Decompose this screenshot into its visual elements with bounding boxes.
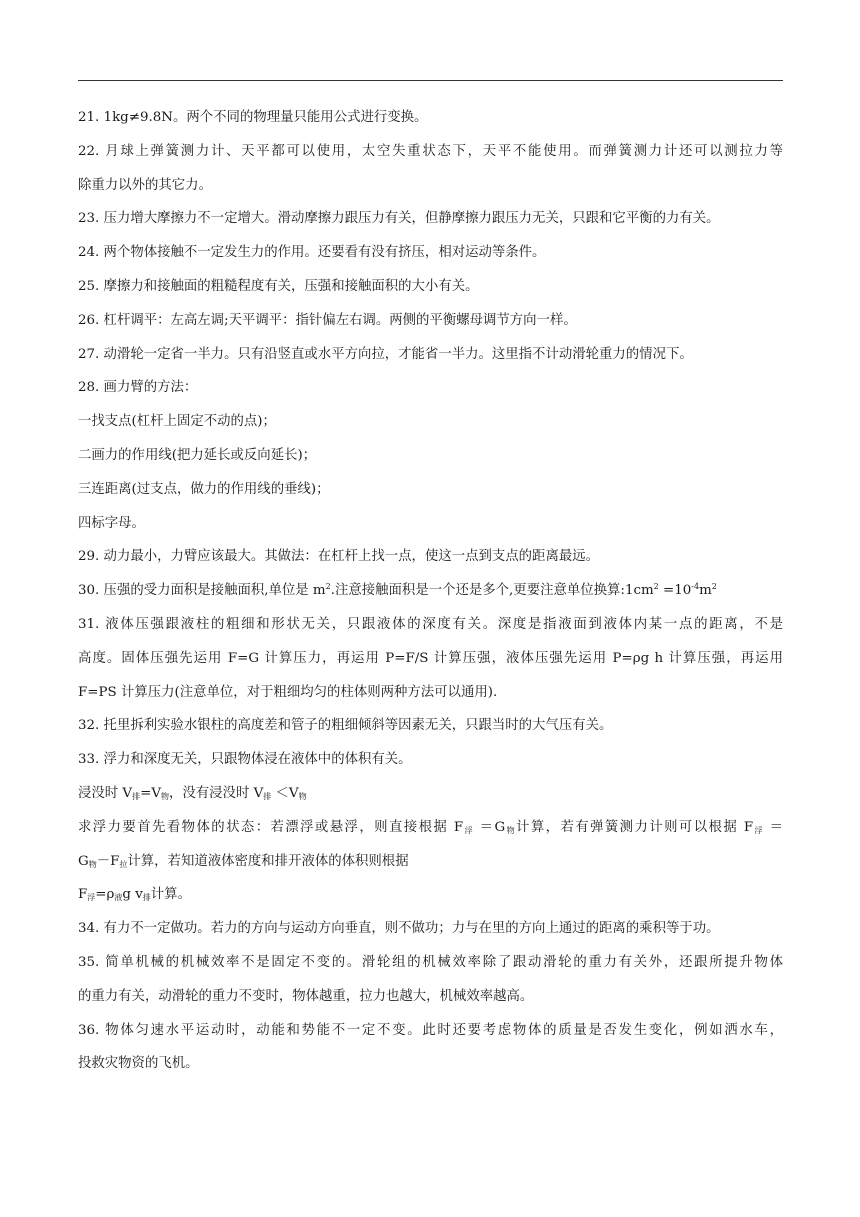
paragraph-31-line2: 高度。固体压强先运用 F=G 计算压力，再运用 P=F/S 计算压强，液体压强先运用 P=ρg h 计算压强，再运用	[78, 650, 783, 666]
paragraph-33: 33. 浮力和深度无关，只跟物体浸在液体中的体积有关。	[78, 752, 412, 768]
p33d-sub-1: 物	[88, 859, 97, 869]
paragraph-33-formula	[78, 878, 783, 912]
paragraph-27: 27. 动滑轮一定省一半力。只有沿竖直或水平方向拉，才能省一半力。这里指不计动滑轮重力的情况下。	[78, 346, 693, 362]
p30-sup-2: 2	[653, 582, 659, 592]
p33e-sub-2: 液	[114, 893, 123, 903]
paragraph-23: 23. 压力增大摩擦力不一定增大。滑动摩擦力跟压力有关，但静摩擦力跟压力无关，只跟和它平衡的力有关。	[78, 211, 720, 227]
p33b-text-4: ＜V	[271, 785, 299, 801]
p33c-text-4: ＝	[763, 819, 784, 835]
p33b-text-3: ，没有浸没时 V	[169, 785, 264, 801]
p33e-text-1: F	[78, 887, 88, 903]
paragraph-34: 34. 有力不一定做功。若力的方向与运动方向垂直，则不做功；力与在里的方向上通过的距离的乘积等于功。	[78, 921, 720, 937]
p30-text-d: m	[699, 583, 712, 599]
paragraph-28: 28. 画力臂的方法：	[78, 380, 198, 396]
paragraph-32: 32. 托里拆利实验水银柱的高度差和管子的粗细倾斜等因素无关，只跟当时的大气压有关。	[78, 718, 613, 734]
p33c-text-2: ＝G	[474, 819, 506, 835]
p33c-sub-3: 浮	[753, 825, 764, 835]
paragraph-22-line1: 22. 月球上弹簧测力计、天平都可以使用，太空失重状态下，天平不能使用。而弹簧测力计还可以测拉力等	[78, 143, 783, 159]
p33e-sub-1: 浮	[87, 893, 96, 903]
p33b-sub-4: 物	[298, 791, 307, 801]
p30-sup-3: -4	[691, 582, 700, 592]
paragraph-21: 21. 1kg≠9.8N。两个不同的物理量只能用公式进行变换。	[78, 110, 428, 125]
paragraph-35-line2: 的重力有关，动滑轮的重力不变时，物体越重，拉力也越大，机械效率越高。	[78, 988, 534, 1004]
p33d-text-3: 计算，若知道液体密度和排开液体的体积则根据	[127, 853, 409, 869]
p33c-text-3: 计算，若有弹簧测力计则可以根据 F	[516, 819, 754, 835]
paragraph-28-step3: 三连距离(过支点，做力的作用线的垂线)；	[78, 481, 330, 497]
document-body	[78, 101, 783, 1081]
paragraph-33-method-line1	[78, 811, 783, 845]
paragraph-28-step4: 四标字母。	[78, 515, 145, 531]
p33e-text-4: 计算。	[150, 887, 191, 903]
p33c-text-1: 求浮力要首先看物体的状态：若漂浮或悬浮，则直接根据 F	[78, 819, 464, 835]
p33b-text-2: =V	[140, 785, 161, 801]
paragraph-33-immersed	[78, 777, 783, 811]
paragraph-26: 26. 杠杆调平：左高左调;天平调平：指针偏左右调。两侧的平衡螺母调节方向一样。	[78, 312, 577, 328]
paragraph-25: 25. 摩擦力和接触面的粗糙程度有关，压强和接触面积的大小有关。	[78, 278, 479, 294]
p33d-text-1: G	[78, 853, 89, 869]
p30-text-a: 30. 压强的受力面积是接触面积,单位是 m	[78, 583, 326, 599]
p33c-sub-2: 物	[505, 825, 517, 835]
paragraph-30	[78, 574, 783, 608]
p30-sup-1: 2	[325, 582, 331, 592]
paragraph-28-step2: 二画力的作用线(把力延长或反向延长)；	[78, 447, 317, 463]
p33e-text-2: =ρ	[95, 887, 115, 903]
p33b-sub-1: 排	[132, 791, 141, 801]
paragraph-31-line1: 31. 液体压强跟液柱的粗细和形状无关，只跟液体的深度有关。深度是指液面到液体内某一点的距离，不是	[78, 616, 783, 632]
p33d-sub-2: 拉	[119, 859, 128, 869]
paragraph-22-line2: 除重力以外的其它力。	[78, 177, 212, 193]
p33c-sub-1: 浮	[463, 825, 474, 835]
p33e-sub-3: 排	[142, 893, 151, 903]
paragraph-35-line1: 35. 简单机械的机械效率不是固定不变的。滑轮组的机械效率除了跟动滑轮的重力有关外，还跟所提升物体	[78, 954, 783, 970]
p30-text-c: =10	[658, 583, 692, 599]
paragraph-36-line2: 投救灾物资的飞机。	[78, 1056, 199, 1072]
p33b-sub-2: 物	[161, 791, 169, 801]
paragraph-36-line1: 36. 物体匀速水平运动时，动能和势能不一定不变。此时还要考虑物体的质量是否发生变化，例如洒水车，	[78, 1022, 783, 1038]
p33b-sub-3: 排	[263, 791, 272, 801]
p33d-text-2: －F	[96, 853, 120, 869]
p30-sup-4: 2	[711, 582, 717, 592]
header-rule	[78, 80, 783, 81]
paragraph-29: 29. 动力最小，力臂应该最大。其做法：在杠杆上找一点，使这一点到支点的距离最远。	[78, 549, 600, 565]
p33e-text-3: g v	[122, 887, 143, 903]
p33b-text-1: 浸没时 V	[78, 785, 133, 801]
paragraph-24: 24. 两个物体接触不一定发生力的作用。还要看有没有挤压，相对运动等条件。	[78, 245, 546, 261]
p30-text-b: .注意接触面积是一个还是多个,更要注意单位换算:1cm	[330, 583, 654, 599]
paragraph-28-step1: 一找支点(杠杆上固定不动的点)；	[78, 414, 276, 430]
paragraph-31-line3: F=PS 计算压力(注意单位，对于粗细均匀的柱体则两种方法可以通用).	[78, 684, 498, 700]
paragraph-33-method-line2	[78, 845, 783, 879]
